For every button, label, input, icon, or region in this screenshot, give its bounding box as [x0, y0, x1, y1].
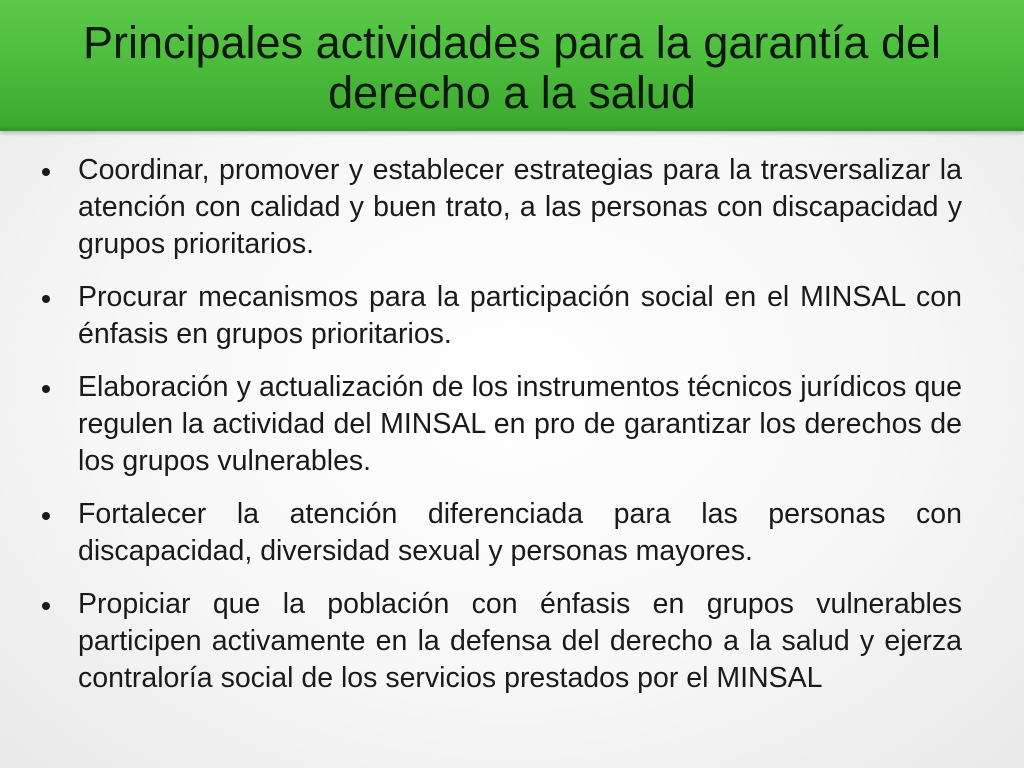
bullet-text: Coordinar, promover y establecer estrategias para la trasversalizar la atención con calidad y buen trato, a las personas con discapacidad y grupos prioritarios.: [78, 154, 962, 260]
bullet-item: [40, 279, 962, 353]
bullet-item: [40, 496, 962, 570]
bullet-icon: [42, 295, 50, 303]
bullet-item: [40, 152, 962, 263]
bullet-icon: [42, 602, 50, 610]
bullet-text: Fortalecer la atención diferenciada para las personas con discapacidad, diversidad sexual y personas mayores.: [78, 498, 962, 567]
bullet-icon: [42, 385, 50, 393]
bullet-item: [40, 586, 962, 697]
bullet-text: Elaboración y actualización de los instrumentos técnicos jurídicos que regulen la actividad del MINSAL en pro de garantizar los derechos de los grupos vulnerables.: [78, 371, 962, 477]
title-bar: [0, 0, 1024, 131]
bullet-icon: [42, 512, 50, 520]
bullet-list: [40, 152, 962, 713]
slide-title: Principales actividades para la garantía del derecho a la salud: [82, 17, 941, 118]
bullet-text: Propiciar que la población con énfasis en grupos vulnerables participen activamente en la defensa del derecho a la salud y ejerza contraloría social de los servicios prestados por el MINSAL: [78, 588, 962, 694]
bullet-text: Procurar mecanismos para la participación social en el MINSAL con énfasis en grupos prioritarios.: [78, 281, 962, 350]
bullet-item: [40, 369, 962, 480]
bullet-icon: [42, 168, 50, 176]
